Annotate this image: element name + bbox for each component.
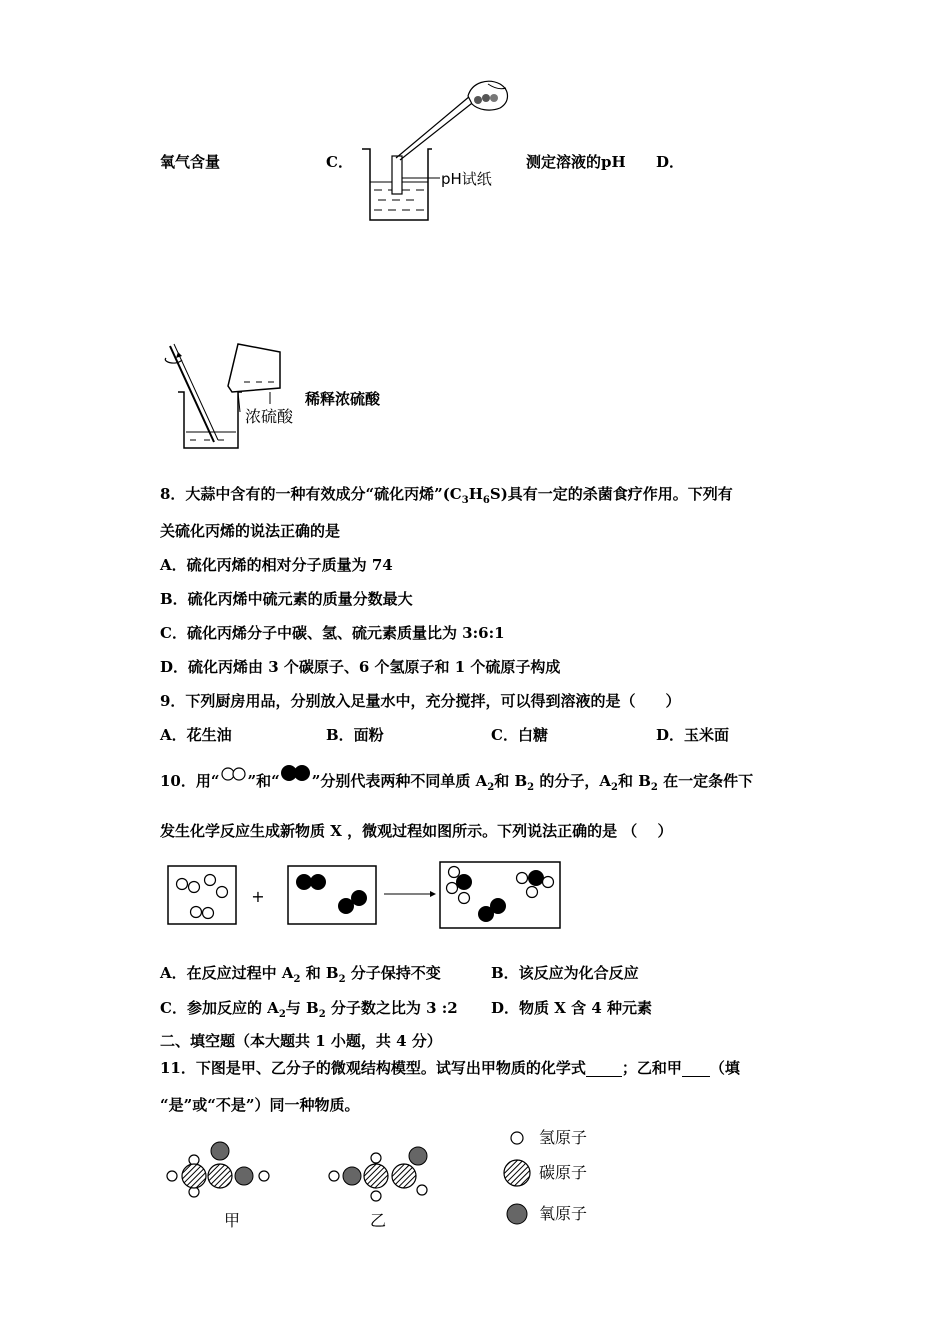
q10-stem-line1: 10．用“ ”和“ ”分别代表两种不同单质 $A_2$和 $B_2$ 的分子，$A_2$和 $B_2$ 在一定条件下 <box>160 772 753 790</box>
section2-title: 二、填空题（本大题共 1 小题，共 4 分） <box>160 1032 442 1050</box>
answer-blank-1[interactable] <box>586 1062 622 1077</box>
legend-hydrogen: 氢原子 <box>539 1128 588 1147</box>
label-yi: 乙 <box>370 1211 387 1230</box>
q8-option-a: A．硫化丙烯的相对分子质量为 74 <box>160 556 393 574</box>
legend-oxygen: 氧原子 <box>539 1204 588 1223</box>
q8-option-d: D．硫化丙烯由 3 个碳原子、6 个氢原子和 1 个硫原子构成 <box>160 658 561 676</box>
legend-carbon: 碳原子 <box>539 1163 588 1182</box>
q10-stem-line2: 发生化学反应生成新物质 X ，微观过程如图所示。下列说法正确的是 （ ） <box>160 822 673 840</box>
q9-stem: 9．下列厨房用品，分别放入足量水中，充分搅拌，可以得到溶液的是（ ） <box>160 692 681 710</box>
option-a-tail: 氧气含量 <box>160 153 221 171</box>
conc-acid-label: 浓硫酸 <box>245 407 294 426</box>
a2-molecule-symbol <box>220 772 248 788</box>
reaction-diagram <box>166 860 566 930</box>
q8-option-b: B．硫化丙烯中硫元素的质量分数最大 <box>160 590 413 608</box>
q8-stem-line2: 关硫化丙烯的说法正确的是 <box>160 522 341 540</box>
molecule-jia <box>164 1140 274 1210</box>
option-d-letter: D． <box>656 153 685 171</box>
q9-option-c: C．白糖 <box>491 726 548 744</box>
molecule-yi <box>326 1140 436 1210</box>
option-c-letter: C． <box>326 153 353 171</box>
q10-option-c: C．参加反应的 $A_2$与 $B_2$ 分子数之比为 3 :2 <box>160 999 458 1020</box>
legend-carbon-symbol <box>502 1158 532 1188</box>
q10-option-a: A．在反应过程中 $A_2$ 和 $B_2$ 分子保持不变 <box>160 964 441 985</box>
ph-test-illustration <box>360 76 520 226</box>
option-c-label: 测定溶液的pH <box>526 153 626 171</box>
legend-hydrogen-symbol <box>509 1130 525 1146</box>
dilute-acid-illustration <box>162 338 302 458</box>
q9-option-b: B．面粉 <box>326 726 384 744</box>
q10-option-d: D．物质 X 含 4 种元素 <box>491 999 652 1017</box>
ph-paper-label: pH试纸 <box>441 170 492 188</box>
q9-option-a: A．花生油 <box>160 726 232 744</box>
q9-option-d: D．玉米面 <box>656 726 730 744</box>
b2-molecule-symbol <box>280 772 312 788</box>
option-d-label: 稀释浓硫酸 <box>305 390 381 408</box>
answer-blank-2[interactable] <box>682 1062 710 1077</box>
plus-sign: + <box>251 887 265 906</box>
q10-option-b: B．该反应为化合反应 <box>491 964 639 982</box>
q8-option-c: C．硫化丙烯分子中碳、氢、硫元素质量比为 3:6:1 <box>160 624 505 642</box>
q11-stem-line1: 11．下图是甲、乙分子的微观结构模型。试写出甲物质的化学式 ；乙和甲 （填 <box>160 1059 740 1077</box>
q11-stem-line2: “是”或“不是”）同一种物质。 <box>160 1096 360 1114</box>
label-jia: 甲 <box>224 1211 241 1230</box>
q8-stem-line1: 8．大蒜中含有的一种有效成分“硫化丙烯$”(C_3H_6S)$具有一定的杀菌食疗作用。下列有 <box>160 485 733 506</box>
legend-oxygen-symbol <box>505 1202 529 1226</box>
